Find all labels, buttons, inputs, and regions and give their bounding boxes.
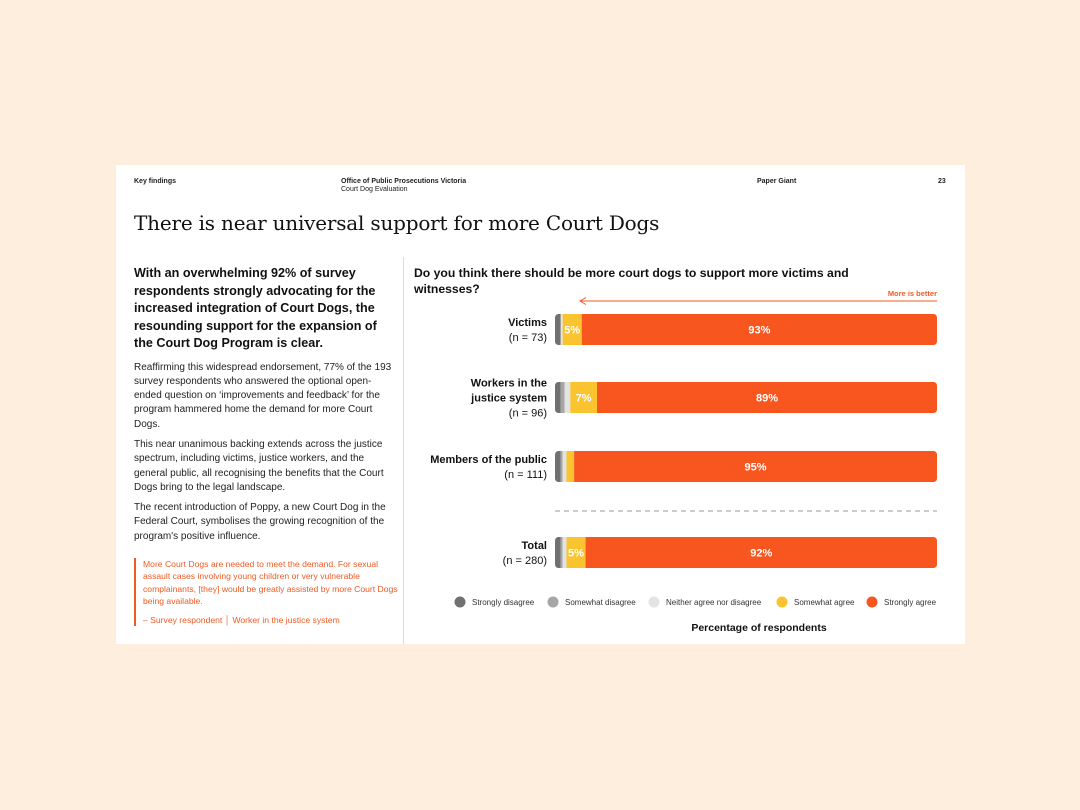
- header-author: Paper Giant: [757, 178, 797, 185]
- data-label: 89%: [755, 392, 779, 405]
- quote-text: More Court Dogs are needed to meet the demand. For sexual assault cases involving young children or very vulnerable complainants, [they] would be greatly assisted by more Court Dogs being available.: [143, 559, 398, 606]
- data-label: 5%: [564, 324, 581, 337]
- bar-segment: [561, 451, 563, 482]
- category-label: Members of the public: [430, 454, 547, 466]
- column-divider: [403, 257, 404, 644]
- header-project: Court Dog Evaluation: [341, 186, 408, 193]
- legend-label: Neither agree nor disagree: [666, 598, 762, 607]
- data-label: 95%: [744, 461, 767, 474]
- legend-label: Strongly disagree: [472, 598, 535, 607]
- legend-label: Strongly agree: [884, 598, 937, 607]
- category-label: Workers in the: [470, 377, 547, 390]
- chart-title: Do you think there should be more court dogs to support more victims and witnesses?: [414, 266, 849, 296]
- pull-quote: [134, 558, 398, 626]
- left-column: [134, 265, 396, 550]
- bar-segment: [555, 382, 561, 413]
- header-org: Office of Public Prosecutions Victoria Court Dog Evaluation: [341, 178, 467, 193]
- lead-text: With an overwhelming 92% of survey respondents strongly advocating for the increased integration of Court Dogs, the resounding support for the expansion of the Court Dog Program is clear.: [134, 266, 377, 350]
- chart: [414, 265, 954, 635]
- data-label: 7%: [575, 392, 592, 405]
- data-label: 92%: [750, 547, 773, 560]
- paragraph-2: This near unanimous backing extends across the justice spectrum, including victims, justice workers, and the general public, all recognising the benefits that the Court Dogs bring to the legal landscape.: [134, 438, 384, 493]
- x-axis-label: Percentage of respondents: [691, 622, 827, 634]
- bar-segment: [566, 451, 574, 482]
- header-section: Key findings: [134, 178, 177, 185]
- data-label: 93%: [748, 324, 771, 337]
- bar-segment: [555, 537, 561, 568]
- bar-segment: [561, 537, 563, 568]
- legend-swatch: [649, 597, 660, 608]
- bar-segment: [561, 314, 563, 345]
- page-number: 23: [938, 178, 946, 185]
- category-n-label: (n = 111): [504, 469, 547, 481]
- legend-swatch: [455, 597, 466, 608]
- paragraph-3: The recent introduction of Poppy, a new Court Dog in the Federal Court, symbolises the growing recognition of the program's positive influence.: [134, 502, 386, 542]
- legend-swatch: [867, 597, 878, 608]
- annotation-label: More is better: [887, 289, 937, 298]
- legend-label: Somewhat agree: [794, 598, 855, 607]
- bar-segment: [555, 451, 561, 482]
- legend-swatch: [777, 597, 788, 608]
- bar-segment: [561, 382, 565, 413]
- category-n-label: (n = 96): [508, 407, 547, 420]
- stacked-bar-chart: [414, 265, 954, 635]
- slide: [116, 165, 965, 644]
- data-label: 5%: [568, 547, 584, 560]
- paragraph-1: Reaffirming this widespread endorsement, 77% of the 193 survey respondents who answered the optional open-ended question on ‘improvements and feedback’ for the program hammered home the demand for more Court Dogs.: [134, 361, 392, 430]
- category-n-label: (n = 280): [502, 555, 547, 567]
- page-title: There is near universal support for more Court Dogs: [134, 211, 660, 235]
- legend-label: Somewhat disagree: [565, 598, 636, 607]
- category-label: justice system: [471, 392, 547, 405]
- quote-attribution: – Survey respondent │ Worker in the justice system: [143, 615, 340, 626]
- category-label: Victims: [508, 317, 547, 329]
- bar-segment: [563, 451, 567, 482]
- category-label: Total: [521, 540, 547, 552]
- bar-segment: [555, 314, 561, 345]
- bar-segment: [565, 382, 571, 413]
- bar-segment: [563, 537, 567, 568]
- category-n-label: (n = 73): [508, 332, 547, 344]
- legend-swatch: [548, 597, 559, 608]
